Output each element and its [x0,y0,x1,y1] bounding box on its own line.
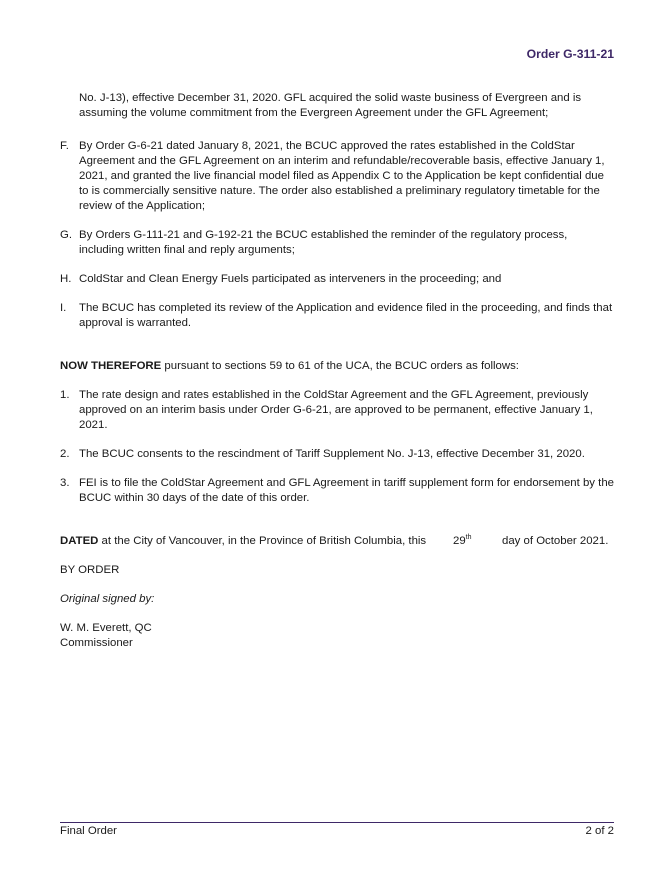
continuation-paragraph: No. J-13), effective December 31, 2020. GFL acquired the solid waste business of Evergreen and is assuming the volume commitment from the Evergreen Agreement under the GFL Agreement; [79,92,582,119]
order-marker: 2. [60,448,70,460]
dated-day [453,534,472,549]
now-therefore-text: pursuant to sections 59 to 61 of the UCA, the BCUC orders as follows: [161,360,519,372]
recital-text: By Orders G-111-21 and G-192-21 the BCUC established the reminder of the regulatory process, including written final and reply arguments; [79,229,568,256]
signatory-name: W. M. Everett, QC [60,622,152,634]
order-item [60,476,614,506]
recital-item [60,139,614,214]
recital-text: The BCUC has completed its review of the Application and evidence filed in the proceeding, and finds that approval is warranted. [79,302,613,329]
dated-location: at the City of Vancouver, in the Province of British Columbia, this [98,535,427,547]
order-number: Order G-311-21 [526,47,614,61]
order-body [60,91,614,651]
page-number: 2 of 2 [585,825,614,837]
dated-line [60,534,614,549]
recital-item [60,228,614,258]
recital-marker: I. [60,302,67,314]
order-marker: 1. [60,389,70,401]
dated-day-number: 29 [453,535,466,547]
order-item [60,388,614,433]
by-order-label: BY ORDER [60,564,120,576]
recital-marker: H. [60,273,72,285]
order-text: FEI is to file the ColdStar Agreement and GFL Agreement in tariff supplement form for endorsement by the BCUC within 30 days of the date of this order. [79,477,614,504]
recital-marker: G. [60,229,73,241]
dated-text [60,534,426,549]
recital-text: By Order G-6-21 dated January 8, 2021, the BCUC approved the rates established in the ColdStar Agreement and the GFL Agreement on an interim and refundable/recoverable basis, effective January 1, 2021, and granted the live financial model filed as Appendix C to the Application be kept confidential due to is commercially sensitive nature. The order also established a preliminary regulatory timetable for the review of the Application; [79,140,605,212]
recital-item [60,301,614,331]
signed-note: Original signed by: [60,593,155,605]
signatory-title: Commissioner [60,637,133,649]
order-text: The BCUC consents to the rescindment of Tariff Supplement No. J-13, effective December 31, 2020. [79,448,585,460]
recital-item [60,272,614,287]
dated-month-year: day of October 2021. [502,535,609,547]
recital-text: ColdStar and Clean Energy Fuels participated as interveners in the proceeding; and [79,273,502,285]
recital-marker: F. [60,140,69,152]
order-marker: 3. [60,477,70,489]
order-item [60,447,614,462]
order-text: The rate design and rates established in the ColdStar Agreement and the GFL Agreement, previously approved on an interim basis under Order G-6-21, are approved to be permanent, effective January 1, 2021. [79,389,593,431]
footer-label: Final Order [60,825,117,837]
footer-divider [60,822,614,823]
now-therefore-bold: NOW THEREFORE [60,360,162,372]
dated-bold: DATED [60,535,99,547]
dated-day-suffix: th [465,534,472,542]
now-therefore-clause [60,359,614,374]
